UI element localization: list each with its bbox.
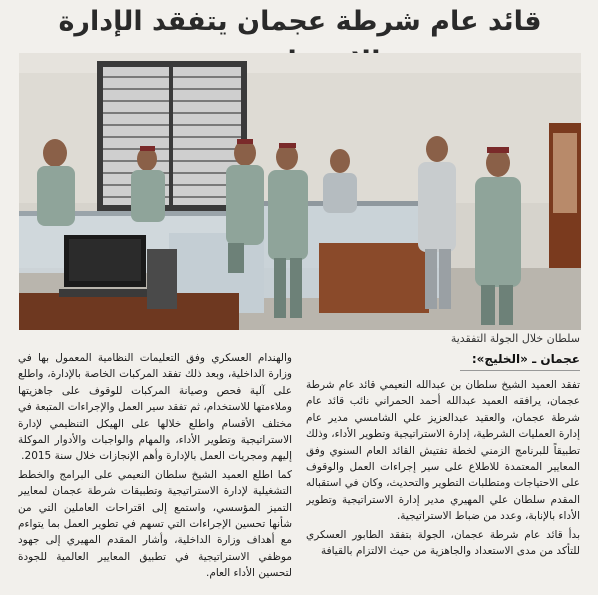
article-column-left xyxy=(18,350,292,590)
keyboard xyxy=(59,289,159,297)
paragraph: بدأ قائد عام شرطة عجمان، الجولة بتفقد الطابور العسكري للتأكد من مدى الاستعداد والجاهزية من حيث الالتزام بالقيافة xyxy=(306,528,580,558)
window-blinds xyxy=(97,61,247,211)
paragraph: تفقد العميد الشيخ سلطان بن عبدالله النعيمي قائد عام شرطة عجمان، يرافقه العميد عبدالله أحمد الحمراني نائب قائد عام شرطة عجمان، والعقيد عبدالعزيز علي الشامسي مدير عام إدارة العمليات الشرطية، إدارة الاستراتيجية وتطوير الأداء، وذلك تطبيقاً للبرنامج الزمني لخطة تفتيش القائد العام السنوي وفق المعايير المعتمدة للاطلاع على سير إجراءات العمل والوقوف على الاحتياجات ومتطلبات التطوير والتحديث، وكان في استقباله المقدم سلطان علي المهيري مدير إدارة الاستراتيجية وتطوير الأداء بالإنابة، وعدد من ضباط الاستراتيجية. xyxy=(306,379,580,523)
headline: قائد عام شرطة عجمان يتفقد الإدارة xyxy=(58,6,542,37)
article-photo xyxy=(19,53,581,330)
paragraph: كما اطلع العميد الشيخ سلطان النعيمي على البرامج والخطط التشغيلية لإدارة الاستراتيجية وتطبيقات شرطة عجمان لمعايير التميز المؤسسي، واستمع إلى اقتراحات العاملين التي من شأنها تحسين الإجراءات التي تسهم في تطوير العمل بما يتواءم مع أهداف وزارة الداخلية، وأشار المقدم المهيري إلى جهود موظفي الاستراتيجية في تطبيق المعايير العالمية للجودة لتحسين الأداء العام. xyxy=(18,468,292,580)
dateline: عجمان ـ «الخليج»: xyxy=(460,350,580,371)
computer-tower xyxy=(147,249,177,309)
article-column-right xyxy=(306,350,580,590)
paragraph: والهندام العسكري وفق التعليمات النظامية المعمول بها في وزارة الداخلية، وبعد ذلك تفقد المركبات الخاصة بالإدارة، واطلع على آلية فحص وصيانة المركبات للوقوف على جاهزيتها وملاءمتها للاستخدام، ثم تفقد سير العمل والإجراءات المتبعة في مختلف الأقسام واطلع خلالها على الهيكل التنظيمي لإدارة الاستراتيجية وتطوير الأداء، والمهام والواجبات والأدوار الموكلة إليهم ومجريات العمل بالإدارة وأهم الإنجازات خلال سنة 2015. xyxy=(18,352,292,463)
article-body xyxy=(18,350,580,590)
photo-caption: سلطان خلال الجولة التفقدية xyxy=(450,332,580,345)
